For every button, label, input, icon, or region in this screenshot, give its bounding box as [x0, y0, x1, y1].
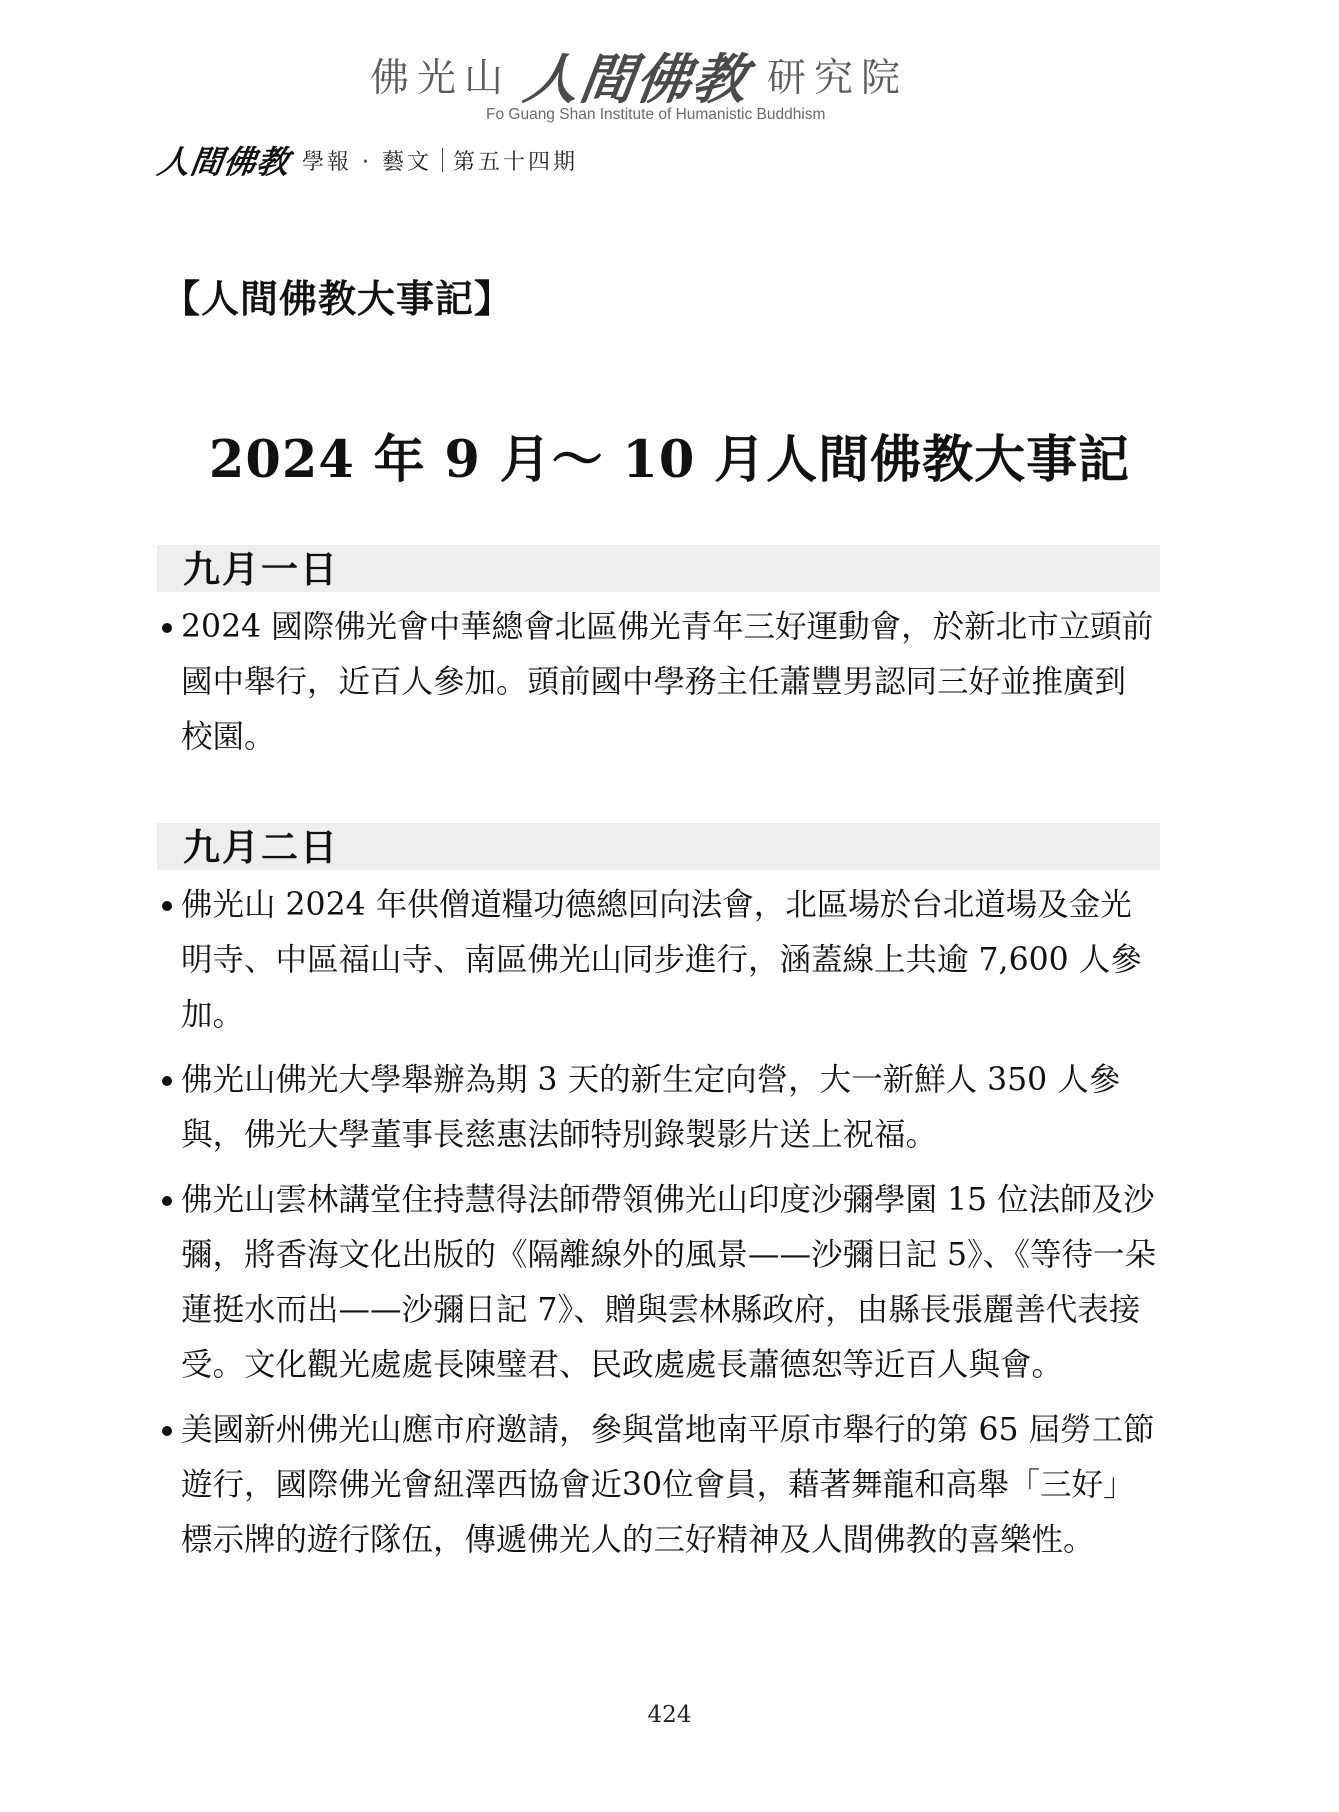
bullet-icon	[162, 1196, 172, 1206]
institute-header	[370, 40, 980, 110]
page-title: 2024 年 9 月～ 10 月人間佛教大事記	[208, 430, 1131, 490]
institute-english-name: Fo Guang Shan Institute of Humanistic Buddhism	[486, 106, 826, 123]
journal-name: 學報 · 藝文	[302, 149, 432, 175]
bullet-icon	[162, 1426, 172, 1436]
journal-header	[155, 142, 579, 181]
bullet-icon	[162, 901, 172, 911]
journal-issue: 第五十四期	[453, 149, 579, 175]
event-entry	[157, 600, 1157, 765]
date-heading-band	[157, 545, 1160, 592]
day-entries	[157, 600, 1157, 775]
date-heading: 九月一日	[183, 547, 339, 591]
event-text: 2024 國際佛光會中華總會北區佛光青年三好運動會，於新北市立頭前國中舉行，近百人參加。頭前國中學務主任蕭豐男認同三好並推廣到校園。	[181, 609, 1154, 755]
day-entries	[157, 878, 1157, 1578]
event-entry	[157, 1053, 1157, 1163]
page-number: 424	[647, 1702, 692, 1728]
institute-name-right: 研究院	[767, 56, 909, 101]
date-heading: 九月二日	[183, 825, 339, 869]
journal-divider	[442, 148, 443, 172]
event-entry	[157, 1403, 1157, 1568]
section-label: 【人間佛教大事記】	[162, 276, 514, 321]
bullet-icon	[162, 1076, 172, 1086]
event-text: 佛光山雲林講堂住持慧得法師帶領佛光山印度沙彌學園 15 位法師及沙彌，將香海文化出版的《隔離線外的風景——沙彌日記 5》、《等待一朵蓮挺水而出——沙彌日記 7》、贈與雲林縣政府，由縣長張麗善代表接受。文化觀光處處長陳璧君、民政處處長蕭德恕等近百人與會。	[181, 1182, 1157, 1383]
institute-brand-logo: 人間佛教	[520, 46, 754, 111]
institute-name-left: 佛光山	[370, 56, 512, 101]
event-text: 佛光山 2024 年供僧道糧功德總回向法會，北區場於台北道場及金光明寺、中區福山寺、南區佛光山同步進行，涵蓋線上共逾 7,600 人參加。	[181, 887, 1142, 1033]
journal-brand-logo: 人間佛教	[155, 143, 293, 181]
event-text: 美國新州佛光山應市府邀請，參與當地南平原市舉行的第 65 屆勞工節遊行，國際佛光會紐澤西協會近30位會員，藉著舞龍和高舉「三好」標示牌的遊行隊伍，傳遞佛光人的三好精神及人間佛教的喜樂性。	[181, 1412, 1155, 1558]
bullet-icon	[162, 623, 172, 633]
date-heading-band	[157, 823, 1160, 870]
event-text: 佛光山佛光大學舉辦為期 3 天的新生定向營，大一新鮮人 350 人參與，佛光大學董事長慈惠法師特別錄製影片送上祝福。	[181, 1062, 1121, 1153]
event-entry	[157, 878, 1157, 1043]
event-entry	[157, 1173, 1157, 1393]
